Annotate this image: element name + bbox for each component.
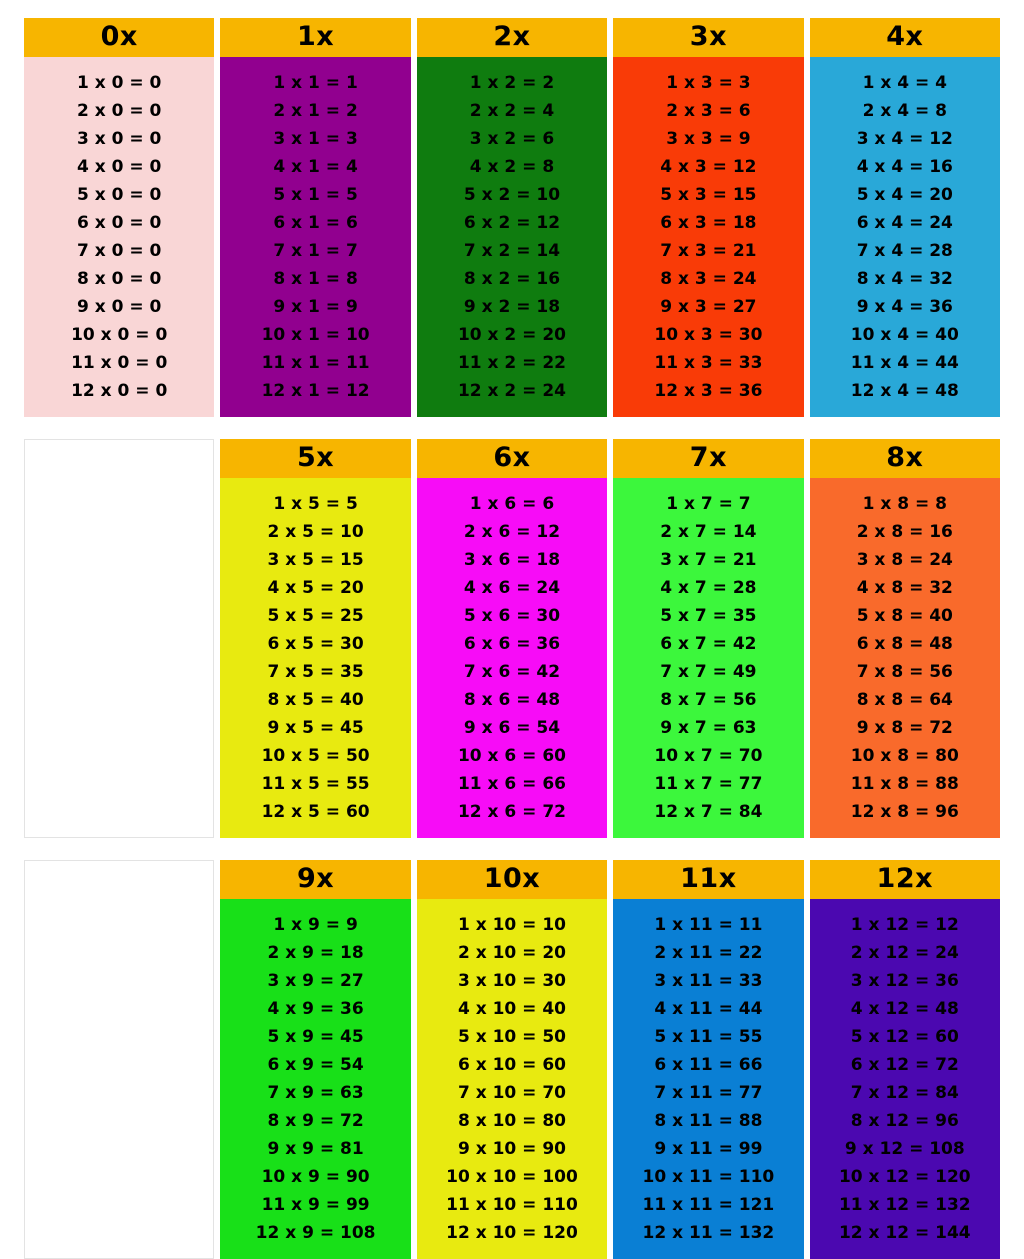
table-11x-header: 11x — [613, 860, 803, 899]
table-row: 11 x 1 = 11 — [261, 352, 370, 373]
table-row: 6 x 8 = 48 — [856, 633, 953, 654]
table-row: 7 x 3 = 21 — [660, 240, 757, 261]
table-row: 5 x 8 = 40 — [856, 605, 953, 626]
table-row: 5 x 3 = 15 — [660, 184, 757, 205]
table-row: 3 x 4 = 12 — [856, 128, 953, 149]
table-row: 7 x 5 = 35 — [267, 661, 364, 682]
table-0x-body — [24, 57, 214, 417]
table-row: 10 x 1 = 10 — [261, 324, 370, 345]
table-row: 10 x 9 = 90 — [261, 1166, 370, 1187]
table-12x-body — [810, 899, 1000, 1259]
table-12x — [810, 860, 1000, 1259]
table-row: 10 x 2 = 20 — [457, 324, 566, 345]
table-row: 5 x 5 = 25 — [267, 605, 364, 626]
table-row: 4 x 1 = 4 — [273, 156, 358, 177]
table-row: 5 x 1 = 5 — [273, 184, 358, 205]
table-row: 1 x 5 = 5 — [273, 493, 358, 514]
table-row: 2 x 3 = 6 — [666, 100, 751, 121]
table-row: 4 x 8 = 32 — [856, 577, 953, 598]
table-3x — [613, 18, 803, 417]
table-row: 9 x 4 = 36 — [856, 296, 953, 317]
table-row: 4 x 11 = 44 — [654, 998, 763, 1019]
table-row: 5 x 10 = 50 — [457, 1026, 566, 1047]
table-row: 1 x 8 = 8 — [862, 493, 947, 514]
table-row: 1 x 1 = 1 — [273, 72, 358, 93]
table-row: 6 x 0 = 0 — [77, 212, 162, 233]
table-row: 3 x 1 = 3 — [273, 128, 358, 149]
table-row: 8 x 2 = 16 — [463, 268, 561, 289]
table-row: 9 x 2 = 18 — [463, 296, 561, 317]
table-10x-body — [417, 899, 607, 1259]
table-row: 12 x 1 = 12 — [261, 380, 370, 401]
table-row: 10 x 4 = 40 — [850, 324, 959, 345]
table-11x-body — [613, 899, 803, 1259]
table-row: 7 x 9 = 63 — [267, 1082, 364, 1103]
table-row: 7 x 10 = 70 — [457, 1082, 566, 1103]
table-row: 7 x 6 = 42 — [463, 661, 561, 682]
table-7x-header: 7x — [613, 439, 803, 478]
table-row: 4 x 3 = 12 — [660, 156, 757, 177]
table-2x-body — [417, 57, 607, 417]
table-row: 6 x 4 = 24 — [856, 212, 953, 233]
table-row: 3 x 11 = 33 — [654, 970, 763, 991]
table-row: 10 x 12 = 120 — [838, 1166, 971, 1187]
table-7x — [613, 439, 803, 838]
table-4x-header: 4x — [810, 18, 1000, 57]
table-row: 3 x 12 = 36 — [850, 970, 959, 991]
table-row: 6 x 10 = 60 — [457, 1054, 566, 1075]
table-row: 8 x 3 = 24 — [660, 268, 757, 289]
table-3x-header: 3x — [613, 18, 803, 57]
table-8x-body — [810, 478, 1000, 838]
table-row: 9 x 10 = 90 — [457, 1138, 566, 1159]
table-row: 7 x 0 = 0 — [77, 240, 162, 261]
table-row: 11 x 9 = 99 — [261, 1194, 370, 1215]
table-row: 7 x 1 = 7 — [273, 240, 358, 261]
table-row: 12 x 0 = 0 — [71, 380, 168, 401]
table-row: 10 x 0 = 0 — [71, 324, 168, 345]
table-row: 8 x 11 = 88 — [654, 1110, 763, 1131]
table-row: 2 x 4 = 8 — [862, 100, 947, 121]
table-10x-header: 10x — [417, 860, 607, 899]
table-row: 4 x 0 = 0 — [77, 156, 162, 177]
table-6x-header: 6x — [417, 439, 607, 478]
table-8x-header: 8x — [810, 439, 1000, 478]
table-3x-body — [613, 57, 803, 417]
table-row: 3 x 10 = 30 — [457, 970, 566, 991]
table-row: 4 x 7 = 28 — [660, 577, 757, 598]
table-row: 12 x 10 = 120 — [446, 1222, 578, 1243]
table-row: 10 x 10 = 100 — [446, 1166, 578, 1187]
table-1x-body — [220, 57, 410, 417]
table-row: 3 x 2 = 6 — [469, 128, 555, 149]
table-row: 9 x 8 = 72 — [856, 717, 953, 738]
table-row: 9 x 9 = 81 — [267, 1138, 364, 1159]
table-row: 7 x 12 = 84 — [850, 1082, 959, 1103]
table-row: 8 x 6 = 48 — [463, 689, 561, 710]
table-row: 4 x 5 = 20 — [267, 577, 364, 598]
table-2x — [417, 18, 607, 417]
table-row: 1 x 2 = 2 — [469, 72, 555, 93]
table-row: 2 x 6 = 12 — [463, 521, 561, 542]
table-row: 2 x 1 = 2 — [273, 100, 358, 121]
table-row: 5 x 9 = 45 — [267, 1026, 364, 1047]
table-row: 3 x 7 = 21 — [660, 549, 757, 570]
table-row: 10 x 6 = 60 — [457, 745, 566, 766]
table-row: 4 x 10 = 40 — [457, 998, 566, 1019]
table-row: 11 x 2 = 22 — [457, 352, 566, 373]
table-row: 6 x 3 = 18 — [660, 212, 757, 233]
table-5x-header: 5x — [220, 439, 410, 478]
table-row: 3 x 9 = 27 — [267, 970, 364, 991]
table-row: 11 x 11 = 121 — [642, 1194, 775, 1215]
table-row: 6 x 7 = 42 — [660, 633, 757, 654]
table-row: 8 x 4 = 32 — [856, 268, 953, 289]
table-9x — [220, 860, 410, 1259]
table-1x — [220, 18, 410, 417]
table-row: 1 x 12 = 12 — [850, 914, 959, 935]
table-row: 2 x 9 = 18 — [267, 942, 364, 963]
table-row: 6 x 9 = 54 — [267, 1054, 364, 1075]
table-row: 12 x 5 = 60 — [261, 801, 370, 822]
table-row: 8 x 5 = 40 — [267, 689, 364, 710]
table-row: 8 x 8 = 64 — [856, 689, 953, 710]
table-1x-header: 1x — [220, 18, 410, 57]
table-row: 12 x 11 = 132 — [642, 1222, 775, 1243]
table-row: 1 x 0 = 0 — [77, 72, 162, 93]
table-0x — [24, 18, 214, 417]
table-row: 4 x 6 = 24 — [463, 577, 561, 598]
table-row: 6 x 12 = 72 — [850, 1054, 959, 1075]
table-row: 1 x 9 = 9 — [273, 914, 358, 935]
table-row: 12 x 8 = 96 — [850, 801, 959, 822]
table-row: 2 x 7 = 14 — [660, 521, 757, 542]
table-row: 11 x 7 = 77 — [654, 773, 763, 794]
table-row: 8 x 12 = 96 — [850, 1110, 959, 1131]
table-row: 3 x 5 = 15 — [267, 549, 364, 570]
table-row: 5 x 4 = 20 — [856, 184, 953, 205]
table-2x-header: 2x — [417, 18, 607, 57]
table-row: 6 x 1 = 6 — [273, 212, 358, 233]
table-row: 8 x 7 = 56 — [660, 689, 757, 710]
table-row: 2 x 2 = 4 — [469, 100, 555, 121]
table-row: 12 x 3 = 36 — [654, 380, 763, 401]
table-row: 5 x 2 = 10 — [463, 184, 561, 205]
table-row: 3 x 0 = 0 — [77, 128, 162, 149]
table-row: 10 x 8 = 80 — [850, 745, 959, 766]
table-row: 3 x 3 = 9 — [666, 128, 751, 149]
table-row: 2 x 5 = 10 — [267, 521, 364, 542]
table-row: 11 x 10 = 110 — [446, 1194, 578, 1215]
table-4x — [810, 18, 1000, 417]
table-row: 2 x 11 = 22 — [654, 942, 763, 963]
table-11x — [613, 860, 803, 1259]
table-row: 3 x 6 = 18 — [463, 549, 561, 570]
table-row: 1 x 10 = 10 — [457, 914, 566, 935]
table-row: 2 x 8 = 16 — [856, 521, 953, 542]
table-0x-header: 0x — [24, 18, 214, 57]
table-7x-body — [613, 478, 803, 838]
table-row: 12 x 6 = 72 — [457, 801, 566, 822]
table-row: 5 x 12 = 60 — [850, 1026, 959, 1047]
table-9x-header: 9x — [220, 860, 410, 899]
table-row: 4 x 12 = 48 — [850, 998, 959, 1019]
table-10x — [417, 860, 607, 1259]
table-row: 10 x 7 = 70 — [654, 745, 763, 766]
table-9x-body — [220, 899, 410, 1259]
table-row: 12 x 4 = 48 — [850, 380, 959, 401]
table-row: 7 x 11 = 77 — [654, 1082, 763, 1103]
table-row: 2 x 10 = 20 — [457, 942, 566, 963]
table-row: 9 x 3 = 27 — [660, 296, 757, 317]
table-row: 3 x 8 = 24 — [856, 549, 953, 570]
table-5x — [220, 439, 410, 838]
table-row: 10 x 11 = 110 — [642, 1166, 775, 1187]
table-row: 6 x 11 = 66 — [654, 1054, 763, 1075]
tables-grid — [24, 18, 1000, 1259]
table-6x-body — [417, 478, 607, 838]
table-row: 7 x 7 = 49 — [660, 661, 757, 682]
table-row: 7 x 2 = 14 — [463, 240, 561, 261]
table-row: 1 x 4 = 4 — [862, 72, 947, 93]
table-row: 9 x 5 = 45 — [267, 717, 364, 738]
table-row: 4 x 4 = 16 — [856, 156, 953, 177]
table-row: 5 x 7 = 35 — [660, 605, 757, 626]
table-row: 9 x 12 = 108 — [844, 1138, 965, 1159]
table-row: 9 x 7 = 63 — [660, 717, 757, 738]
table-5x-body — [220, 478, 410, 838]
table-12x-header: 12x — [810, 860, 1000, 899]
table-row: 8 x 9 = 72 — [267, 1110, 364, 1131]
table-row: 10 x 5 = 50 — [261, 745, 370, 766]
table-row: 1 x 6 = 6 — [469, 493, 555, 514]
table-row: 7 x 8 = 56 — [856, 661, 953, 682]
table-row: 8 x 1 = 8 — [273, 268, 358, 289]
table-row: 9 x 11 = 99 — [654, 1138, 763, 1159]
table-row: 6 x 5 = 30 — [267, 633, 364, 654]
table-row: 9 x 1 = 9 — [273, 296, 358, 317]
table-row: 4 x 9 = 36 — [267, 998, 364, 1019]
table-row: 8 x 0 = 0 — [77, 268, 162, 289]
table-row: 4 x 2 = 8 — [469, 156, 555, 177]
table-row: 11 x 0 = 0 — [71, 352, 168, 373]
table-row: 7 x 4 = 28 — [856, 240, 953, 261]
table-row: 11 x 8 = 88 — [850, 773, 959, 794]
table-row: 2 x 0 = 0 — [77, 100, 162, 121]
table-row: 11 x 12 = 132 — [838, 1194, 971, 1215]
empty-cell — [24, 439, 214, 838]
table-row: 12 x 7 = 84 — [654, 801, 763, 822]
table-4x-body — [810, 57, 1000, 417]
table-6x — [417, 439, 607, 838]
table-row: 9 x 0 = 0 — [77, 296, 162, 317]
table-row: 5 x 11 = 55 — [654, 1026, 763, 1047]
table-row: 5 x 6 = 30 — [463, 605, 561, 626]
table-row: 1 x 7 = 7 — [666, 493, 751, 514]
table-row: 11 x 6 = 66 — [457, 773, 566, 794]
empty-cell — [24, 860, 214, 1259]
table-row: 8 x 10 = 80 — [457, 1110, 566, 1131]
table-row: 12 x 12 = 144 — [838, 1222, 971, 1243]
table-row: 12 x 9 = 108 — [255, 1222, 376, 1243]
table-8x — [810, 439, 1000, 838]
table-row: 6 x 6 = 36 — [463, 633, 561, 654]
table-row: 12 x 2 = 24 — [457, 380, 566, 401]
table-row: 2 x 12 = 24 — [850, 942, 959, 963]
table-row: 1 x 3 = 3 — [666, 72, 751, 93]
table-row: 11 x 5 = 55 — [261, 773, 370, 794]
table-row: 11 x 3 = 33 — [654, 352, 763, 373]
table-row: 1 x 11 = 11 — [654, 914, 763, 935]
table-row: 11 x 4 = 44 — [850, 352, 959, 373]
table-row: 6 x 2 = 12 — [463, 212, 561, 233]
table-row: 9 x 6 = 54 — [463, 717, 561, 738]
table-row: 10 x 3 = 30 — [654, 324, 763, 345]
table-row: 5 x 0 = 0 — [77, 184, 162, 205]
